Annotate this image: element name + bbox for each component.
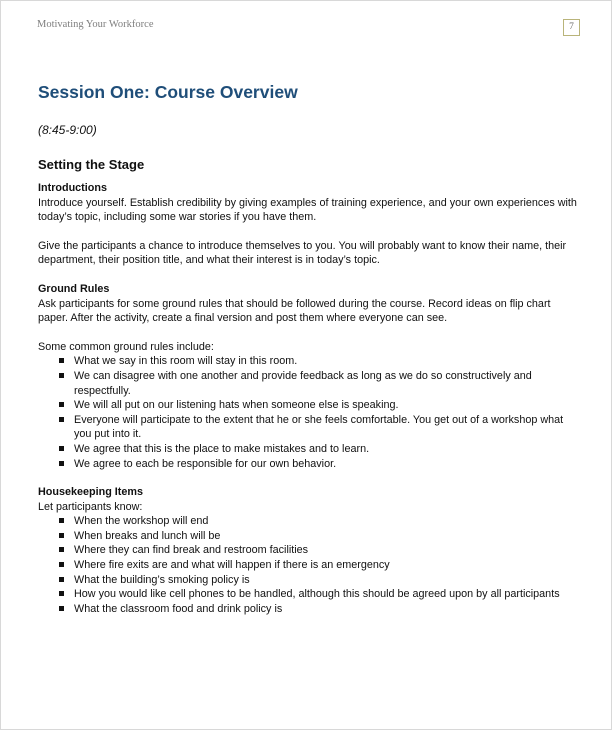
bullet-icon bbox=[59, 518, 64, 523]
bullet-icon bbox=[59, 358, 64, 363]
list-item bbox=[74, 457, 583, 472]
bullet-icon bbox=[59, 417, 64, 422]
list-item-text: When breaks and lunch will be bbox=[74, 529, 221, 542]
ground-rules-list bbox=[38, 354, 583, 471]
list-item bbox=[74, 398, 583, 413]
bullet-icon bbox=[59, 373, 64, 378]
list-item bbox=[74, 354, 583, 369]
list-item-text: How you would like cell phones to be handled, although this should be agreed upon by all participants bbox=[74, 588, 560, 601]
bullet-icon bbox=[59, 547, 64, 552]
introductions-paragraph-2: Give the participants a chance to introduce themselves to you. You will probably want to know their name, their department, their position title, and what their interest is in today’s topic. bbox=[38, 239, 567, 267]
list-item bbox=[74, 369, 583, 398]
housekeeping-list bbox=[38, 514, 583, 616]
session-time: (8:45-9:00) bbox=[38, 123, 97, 137]
list-item-text: What we say in this room will stay in this room. bbox=[74, 355, 298, 368]
list-item-text: When the workshop will end bbox=[74, 515, 209, 528]
bullet-icon bbox=[59, 562, 64, 567]
list-item bbox=[74, 543, 583, 558]
section-heading: Setting the Stage bbox=[38, 157, 145, 172]
list-item-text: We agree to each be responsible for our own behavior. bbox=[74, 457, 337, 470]
session-title: Session One: Course Overview bbox=[38, 82, 298, 102]
page-content bbox=[38, 81, 583, 616]
introductions-paragraph-1: Introduce yourself. Establish credibility by giving examples of training experience, and your own experiences with today’s topic, including some war stories if you have them. bbox=[38, 196, 577, 224]
list-item-text: Where they can find break and restroom facilities bbox=[74, 544, 309, 557]
list-item bbox=[74, 529, 583, 544]
list-item-text: We agree that this is the place to make mistakes and to learn. bbox=[74, 442, 370, 455]
bullet-icon bbox=[59, 606, 64, 611]
housekeeping-intro: Let participants know: bbox=[38, 500, 143, 513]
bullet-icon bbox=[59, 577, 64, 582]
list-item bbox=[74, 442, 583, 457]
bullet-icon bbox=[59, 402, 64, 407]
bullet-icon bbox=[59, 446, 64, 451]
running-header: Motivating Your Workforce bbox=[37, 19, 154, 30]
list-item bbox=[74, 587, 583, 602]
bullet-icon bbox=[59, 533, 64, 538]
introductions-heading: Introductions bbox=[38, 182, 107, 194]
list-item-text: What the classroom food and drink policy is bbox=[74, 602, 283, 615]
bullet-icon bbox=[59, 591, 64, 596]
list-item bbox=[74, 602, 583, 617]
list-item bbox=[74, 413, 583, 442]
housekeeping-heading: Housekeeping Items bbox=[38, 486, 144, 499]
list-item bbox=[74, 573, 583, 588]
list-item bbox=[74, 558, 583, 573]
bullet-icon bbox=[59, 461, 64, 466]
list-item-text: We will all put on our listening hats when someone else is speaking. bbox=[74, 399, 399, 412]
list-item-text: Where fire exits are and what will happen if there is an emergency bbox=[74, 559, 390, 572]
list-item-text: What the building’s smoking policy is bbox=[74, 573, 250, 586]
ground-rules-heading: Ground Rules bbox=[38, 282, 110, 295]
list-item-text: We can disagree with one another and provide feedback as long as we do so constructively and respectfully. bbox=[74, 369, 532, 397]
ground-rules-paragraph: Ask participants for some ground rules that should be followed during the course. Record ideas on flip chart paper. After the activity, create a final version and post them where everyone can see. bbox=[38, 297, 551, 325]
page-number: 7 bbox=[563, 19, 580, 36]
list-item-text: Everyone will participate to the extent that he or she feels comfortable. You get out of a workshop what you put into it. bbox=[74, 413, 564, 441]
ground-rules-intro: Some common ground rules include: bbox=[38, 340, 214, 353]
list-item bbox=[74, 514, 583, 529]
